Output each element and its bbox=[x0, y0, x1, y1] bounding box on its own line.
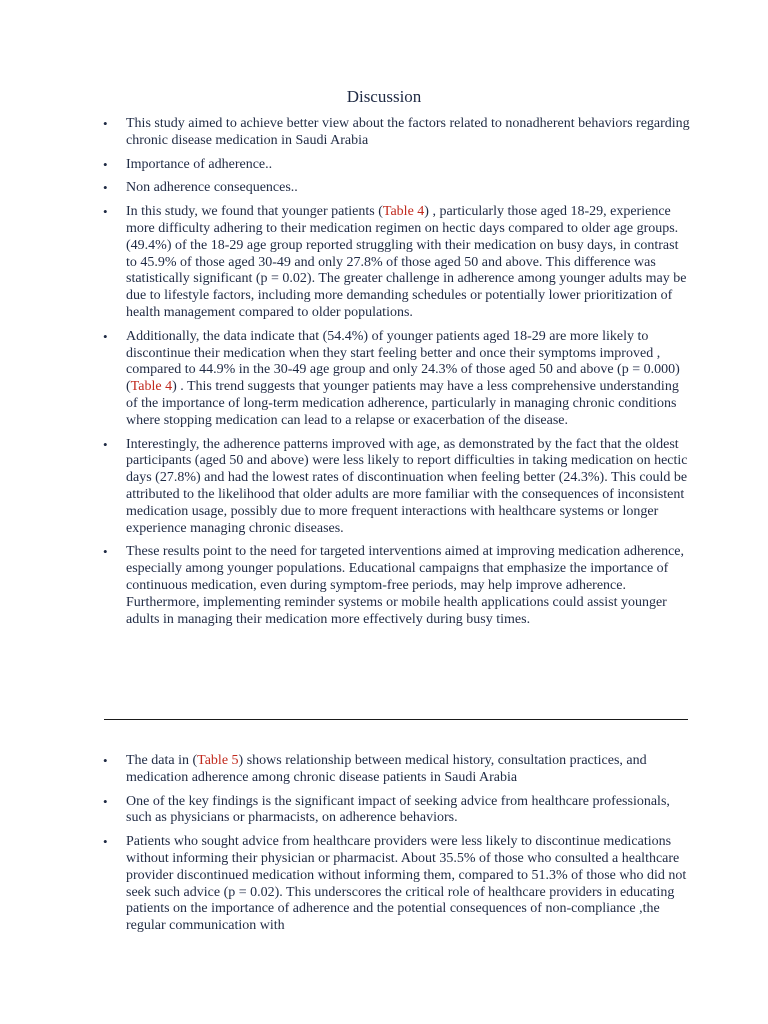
list-item bbox=[103, 328, 691, 430]
list-item bbox=[103, 544, 691, 628]
bullet-text: Non adherence consequences.. bbox=[126, 180, 298, 196]
bullet-list bbox=[103, 753, 691, 942]
bullet-text: Patients who sought advice from healthcare providers were less likely to discontinue medications without informing their physician or pharmacist. About 35.5% of those who consulted a healthcare provider discontinued medication without informing them, compared to 51.3% of those who did not seek such advice (p = 0.02). This underscores the critical role of healthcare providers in educating patients on the importance of adherence and the potential consequences of non-compliance ,the regular communication with bbox=[126, 834, 687, 934]
table-4-reference-link[interactable]: Table 4 bbox=[130, 379, 173, 395]
bullet-list bbox=[103, 116, 691, 628]
bullet-icon: • bbox=[103, 180, 108, 196]
bullet-icon: • bbox=[103, 436, 108, 452]
bullet-text-pre: Additionally, the data indicate that (54.4%) of younger patients aged 18-29 are more likely to discontinue their medication when they start feeling better and once their symptoms improved , compared to 44.9% in the 30-49 age group and only 24.3% of those aged 50 and above (p = 0.000) ( bbox=[126, 328, 680, 395]
bullet-text-pre: The data in ( bbox=[126, 753, 198, 768]
bullet-text-post: ) , particularly those aged 18-29, experience more difficulty adhering to their medication regimen on hectic days compared to older age groups. (49.4%) of the 18-29 age group reported struggling with their medication on busy days, in contrast to 45.9% of those aged 30-49 and only 27.8% of those aged 50 and above. This difference was statistically significant (p = 0.02). The greater challenge in adherence among younger adults may be due to lifestyle factors, including more demanding schedules or potentially lower prioritization of health management compared to older populations. bbox=[126, 204, 687, 320]
bullet-text: One of the key findings is the significant impact of seeking advice from healthcare professionals, such as physicians or pharmacists, on adherence behaviors. bbox=[126, 793, 670, 826]
list-item bbox=[103, 156, 691, 174]
bullet-text: These results point to the need for targeted interventions aimed at improving medication adherence, especially among younger populations. Educational campaigns that emphasize the importance of continuous medication, even during symptom-free periods, may help improve adherence. Furthermore, implementing reminder systems or mobile health applications could assist younger adults in managing their medication more effectively during busy times. bbox=[126, 544, 685, 627]
bullet-text-pre: In this study, we found that younger patients ( bbox=[126, 204, 383, 220]
list-item bbox=[103, 204, 691, 322]
list-item bbox=[103, 180, 691, 197]
horizontal-divider bbox=[104, 719, 688, 720]
list-item bbox=[103, 793, 691, 828]
bullet-icon: • bbox=[103, 204, 108, 220]
bullet-icon: • bbox=[103, 544, 108, 560]
bullet-icon: • bbox=[103, 328, 108, 344]
list-item bbox=[103, 436, 691, 538]
bullet-text-post: ) shows relationship between medical history, consultation practices, and medication adherence among chronic disease patients in Saudi Arabia bbox=[126, 753, 647, 785]
bullet-text: This study aimed to achieve better view about the factors related to nonadherent behaviors regarding chronic disease medication in Saudi Arabia bbox=[126, 116, 690, 148]
bullet-icon: • bbox=[103, 156, 108, 172]
list-item bbox=[103, 116, 691, 150]
bullet-icon: • bbox=[103, 793, 108, 809]
bullet-text: Importance of adherence.. bbox=[126, 156, 273, 172]
bullet-text: Interestingly, the adherence patterns improved with age, as demonstrated by the fact that the oldest participants (aged 50 and above) were less likely to report difficulties in taking medication on hectic days (27.8%) and had the lowest rates of discontinuation when feeling better (24.3%). This could be attributed to the likelihood that older adults are more familiar with the consequences of inconsistent medication usage, possibly due to more frequent interactions with healthcare systems or longer experience managing chronic diseases. bbox=[126, 436, 688, 536]
bullet-icon: • bbox=[103, 116, 108, 131]
bullet-icon: • bbox=[103, 753, 108, 768]
table-5-reference-link[interactable]: Table 5 bbox=[197, 753, 239, 768]
bullet-text-post: ) . This trend suggests that younger patients may have a less comprehensive understanding of the importance of long-term medication adherence, particularly in managing chronic conditions where stopping medication can lead to a relapse or exacerbation of the disease. bbox=[126, 379, 679, 428]
list-item bbox=[103, 834, 691, 935]
list-item bbox=[103, 753, 691, 787]
table-4-reference-link[interactable]: Table 4 bbox=[382, 204, 425, 220]
page-title: Discussion bbox=[346, 87, 422, 106]
bullet-icon: • bbox=[103, 834, 108, 850]
